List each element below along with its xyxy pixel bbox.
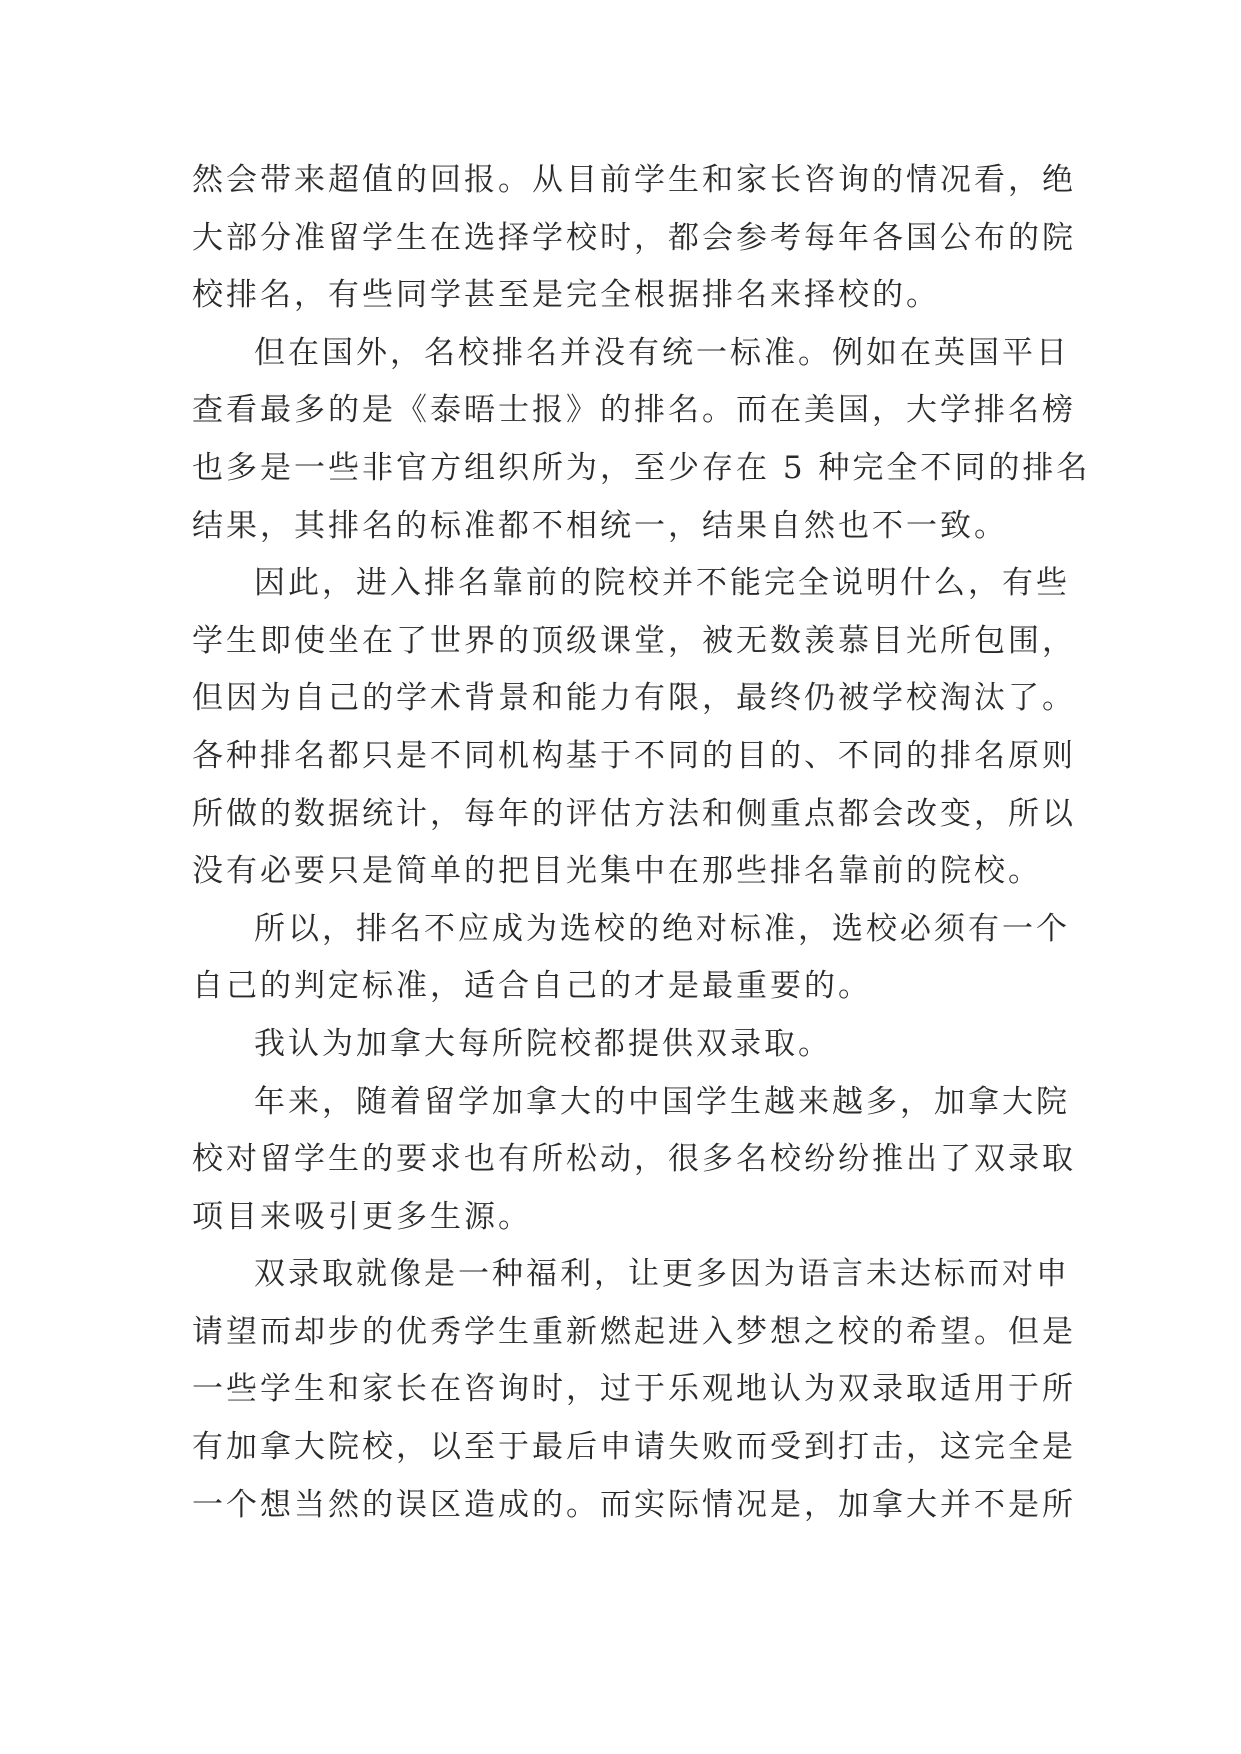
paragraph-start-line: 年来，随着留学加拿大的中国学生越来越多，加拿大院: [254, 1083, 1070, 1120]
text-line: 请望而却步的优秀学生重新燃起进入梦想之校的希望。但是: [192, 1313, 1076, 1350]
text-line: 一些学生和家长在咨询时，过于乐观地认为双录取适用于所: [192, 1371, 1076, 1408]
text-line: 学生即使坐在了世界的顶级课堂，被无数羡慕目光所包围，: [192, 622, 1076, 659]
document-body: [192, 152, 1091, 1534]
text-line: 一个想当然的误区造成的。而实际情况是，加拿大并不是所: [192, 1486, 1076, 1523]
text-line: 然会带来超值的回报。从目前学生和家长咨询的情况看，绝: [192, 162, 1076, 198]
text-line: 自己的判定标准，适合自己的才是最重要的。: [192, 968, 872, 1005]
text-line: 有加拿大院校，以至于最后申请失败而受到打击，这完全是: [192, 1429, 1076, 1466]
text-line: 查看最多的是《泰晤士报》的排名。而在美国，大学排名榜: [192, 392, 1076, 429]
text-line: 校排名，有些同学甚至是完全根据排名来择校的。: [192, 277, 940, 314]
paragraph-start-line: 双录取就像是一种福利，让更多因为语言未达标而对申: [254, 1256, 1070, 1293]
paragraph-start-line: 我认为加拿大每所院校都提供双录取。: [254, 1025, 832, 1062]
paragraph-start-line: 但在国外，名校排名并没有统一标准。例如在英国平日: [254, 334, 1070, 371]
text-line: 各种排名都只是不同机构基于不同的目的、不同的排名原则: [192, 737, 1076, 774]
text-line: 结果，其排名的标准都不相统一，结果自然也不一致。: [192, 507, 1008, 544]
text-line: 没有必要只是简单的把目光集中在那些排名靠前的院校。: [192, 853, 1042, 890]
text-line: 所做的数据统计，每年的评估方法和侧重点都会改变，所以: [192, 795, 1076, 832]
text-line: 也多是一些非官方组织所为，至少存在 5 种完全不同的排名: [192, 449, 1091, 486]
text-line: 项目来吸引更多生源。: [192, 1198, 532, 1235]
text-line: 大部分准留学生在选择学校时，都会参考每年各国公布的院: [192, 219, 1076, 256]
text-line: 校对留学生的要求也有所松动，很多名校纷纷推出了双录取: [192, 1141, 1076, 1178]
paragraph-start-line: 所以，排名不应成为选校的绝对标准，选校必须有一个: [254, 910, 1070, 947]
text-line: 但因为自己的学术背景和能力有限，最终仍被学校淘汰了。: [192, 680, 1076, 717]
paragraph-start-line: 因此，进入排名靠前的院校并不能完全说明什么，有些: [254, 565, 1070, 602]
